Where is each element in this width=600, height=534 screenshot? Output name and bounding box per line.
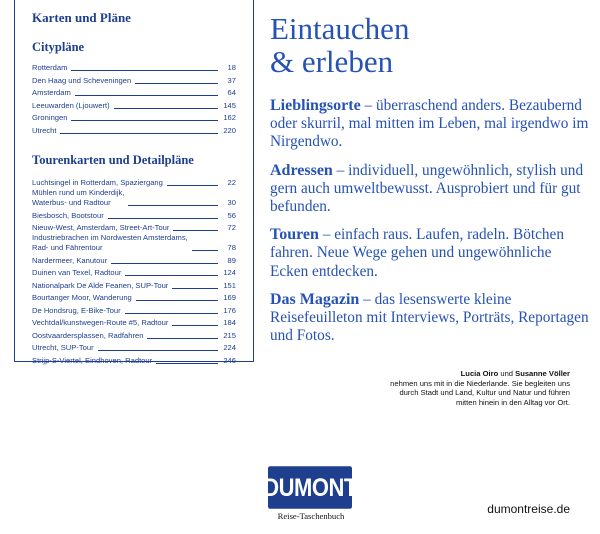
author-name-1: Lucia Oiro <box>460 369 499 378</box>
toc-page-number: 56 <box>227 210 236 220</box>
toc-leader-line <box>98 350 218 351</box>
paragraph-term: Das Magazin <box>270 290 360 308</box>
toc-entry-label <box>32 223 169 233</box>
author-name-2: Susanne Völler <box>515 369 570 378</box>
toc-entry-label-line: Nieuw-West, Amsterdam, Street-Art-Tour <box>32 223 170 233</box>
toc-entry-label <box>32 63 67 73</box>
toc-leader-line <box>108 218 218 219</box>
toc-entry <box>32 221 236 233</box>
toc-entry-label <box>32 331 143 341</box>
toc-page-number: 22 <box>227 178 236 188</box>
toc-entry <box>32 254 236 266</box>
authors-blurb <box>380 369 570 407</box>
toc-leader-line <box>167 185 218 186</box>
paragraph-term: Adressen <box>270 161 333 179</box>
toc-leader-line <box>128 205 218 206</box>
toc-entry <box>32 111 236 123</box>
toc-entry-label-line: Bourtanger Moor, Wanderung <box>32 293 132 303</box>
headline-line-2: & erleben <box>270 44 394 79</box>
toc-page-number: 162 <box>223 113 236 123</box>
toc-page-number: 37 <box>227 75 236 85</box>
toc-entry-label <box>32 268 121 278</box>
paragraph-text: – einfach raus. Laufen, radeln. Bötchen fahren. Neue Wege gehen und ungewöhnliche Ecken entdecken. <box>270 226 564 280</box>
toc-leader-line <box>136 300 218 301</box>
headline <box>270 12 590 78</box>
toc-page-number: 246 <box>223 355 236 365</box>
toc-leader-line <box>135 83 218 84</box>
tourmaps-list <box>32 176 236 366</box>
toc-entry-label-line: Rad- und Fährentour <box>32 243 103 253</box>
toc-page-number: 151 <box>223 280 236 290</box>
toc-entry <box>32 61 236 73</box>
toc-entry-label <box>32 293 132 303</box>
toc-entry <box>32 266 236 278</box>
website-url: dumontreise.de <box>487 502 570 516</box>
toc-entry-label-line: Biesbosch, Bootstour <box>32 210 104 220</box>
toc-page-number: 184 <box>223 318 236 328</box>
paragraph-magazin <box>270 291 590 346</box>
toc-entry-label <box>32 343 94 353</box>
toc-page-number: 224 <box>223 343 236 353</box>
toc-entry <box>32 176 236 188</box>
toc-page-number: 215 <box>223 330 236 340</box>
maps-index-panel <box>14 0 254 365</box>
toc-entry <box>32 123 236 135</box>
tourmaps-heading: Tourenkarten und Detailpläne <box>32 152 194 167</box>
toc-leader-line <box>71 120 218 121</box>
toc-entry-label <box>32 233 188 253</box>
toc-leader-line <box>172 325 218 326</box>
dumont-logo: DUMONT <box>268 466 352 509</box>
toc-page-number: 64 <box>227 88 236 98</box>
toc-leader-line <box>125 313 218 314</box>
toc-entry-label-line: Amsterdam <box>32 88 71 98</box>
toc-entry-label-line: Utrecht, SUP-Tour <box>32 343 94 353</box>
toc-page-number: 176 <box>223 305 236 315</box>
toc-page-number: 145 <box>223 100 236 110</box>
intro-panel <box>270 12 590 345</box>
toc-entry <box>32 316 236 328</box>
authors-conjunction: und <box>498 369 516 378</box>
toc-entry-label <box>32 188 124 208</box>
toc-entry <box>32 303 236 315</box>
toc-entry-label <box>32 256 107 266</box>
toc-entry-label <box>32 211 104 221</box>
toc-entry-label-line: Nationalpark De Alde Feanen, SUP-Tour <box>32 280 169 290</box>
toc-entry-label <box>32 178 163 188</box>
toc-entry-label-line: Leeuwarden (Ljouwert) <box>32 100 110 110</box>
toc-leader-line <box>192 250 218 251</box>
paragraph-term: Lieblingsorte <box>270 97 361 114</box>
paragraph-text: – überraschend anders. Bezaubernd oder skurril, mal mitten im Leben, mal irgendwo im Nirgendwo. <box>270 97 589 151</box>
toc-entry-label-line: Waterbus- und Radtour <box>32 198 111 208</box>
logo-subtitle: Reise-Taschenbuch <box>277 511 345 521</box>
toc-entry-label-line: Industriebrachen im Nordwesten Amsterdams, <box>32 233 188 243</box>
toc-entry-label-line: Strijp-S-Viertel, Eindhoven, Radtour <box>32 355 153 365</box>
toc-entry <box>32 208 236 220</box>
toc-leader-line <box>114 108 218 109</box>
toc-leader-line <box>173 230 218 231</box>
publisher-logo <box>263 469 357 521</box>
paragraph-term: Touren <box>270 226 319 244</box>
toc-entry <box>32 353 236 365</box>
toc-page-number: 72 <box>227 223 236 233</box>
toc-entry-label-line: Den Haag und Scheveningen <box>32 75 132 85</box>
toc-leader-line <box>71 70 218 71</box>
toc-page-number: 124 <box>223 268 236 278</box>
paragraph-touren <box>270 226 590 281</box>
toc-entry-label-line: Luchtsingel in Rotterdam, Spaziergang <box>32 178 163 188</box>
toc-leader-line <box>172 288 218 289</box>
toc-page-number: 30 <box>227 198 236 208</box>
toc-leader-line <box>125 275 218 276</box>
toc-entry-label-line: Nardermeer, Kanutour <box>32 255 108 265</box>
toc-entry-label <box>32 126 56 136</box>
toc-leader-line <box>111 263 218 264</box>
toc-entry-label <box>32 356 152 366</box>
toc-page-number: 89 <box>227 255 236 265</box>
toc-entry <box>32 86 236 98</box>
toc-entry-label-line: De Hondsrug, E-Bike-Tour <box>32 305 121 315</box>
paragraph-lieblingsorte <box>270 97 590 152</box>
toc-page-number: 220 <box>223 125 236 135</box>
toc-page-number: 78 <box>227 243 236 253</box>
toc-entry-label <box>32 281 168 291</box>
authors-text: nehmen uns mit in die Niederlande. Sie begleiten uns durch Stadt und Land, Kultur und Natur und führen mitten hinein in den Alltag vor Ort. <box>390 378 570 407</box>
toc-entry <box>32 188 236 208</box>
toc-entry-label-line: Duinen van Texel, Radtour <box>32 268 122 278</box>
toc-entry-label <box>32 76 131 86</box>
paragraph-text: – das lesenswerte kleine Reisefeuilleton mit Interviews, Porträts, Reportagen und Fotos. <box>270 290 589 345</box>
toc-entry-label-line: Rotterdam <box>32 63 68 73</box>
toc-leader-line <box>60 133 218 134</box>
toc-leader-line <box>147 338 218 339</box>
maps-index-title: Karten und Pläne <box>32 10 131 25</box>
toc-leader-line <box>156 363 218 364</box>
toc-entry-label <box>32 113 67 123</box>
toc-entry-label-line: Groningen <box>32 113 68 123</box>
toc-entry <box>32 98 236 110</box>
toc-entry-label-line: Mühlen rund um Kinderdijk, <box>32 188 125 198</box>
paragraph-text: – individuell, ungewöhnlich, stylish und gern auch umweltbewusst. Ausprobiert und für gut befunden. <box>270 161 584 216</box>
citymaps-list <box>32 61 236 136</box>
toc-entry-label <box>32 306 121 316</box>
toc-entry-label <box>32 318 168 328</box>
toc-entry <box>32 328 236 340</box>
toc-entry <box>32 279 236 291</box>
toc-entry-label-line: Vechtdal/kunstwegen-Route #5, Radtour <box>32 318 169 328</box>
headline-line-1: Eintauchen <box>270 11 410 46</box>
toc-entry <box>32 233 236 253</box>
toc-entry-label-line: Oostvaardersplassen, Radfahren <box>32 330 144 340</box>
toc-entry-label-line: Utrecht <box>32 125 57 135</box>
toc-leader-line <box>75 95 218 96</box>
toc-page-number: 169 <box>223 293 236 303</box>
toc-entry <box>32 73 236 85</box>
paragraph-adressen <box>270 162 590 217</box>
toc-page-number: 18 <box>227 63 236 73</box>
toc-entry <box>32 341 236 353</box>
toc-entry-label <box>32 101 110 111</box>
toc-entry <box>32 291 236 303</box>
toc-entry-label <box>32 88 71 98</box>
citymaps-heading: Citypläne <box>32 40 85 54</box>
